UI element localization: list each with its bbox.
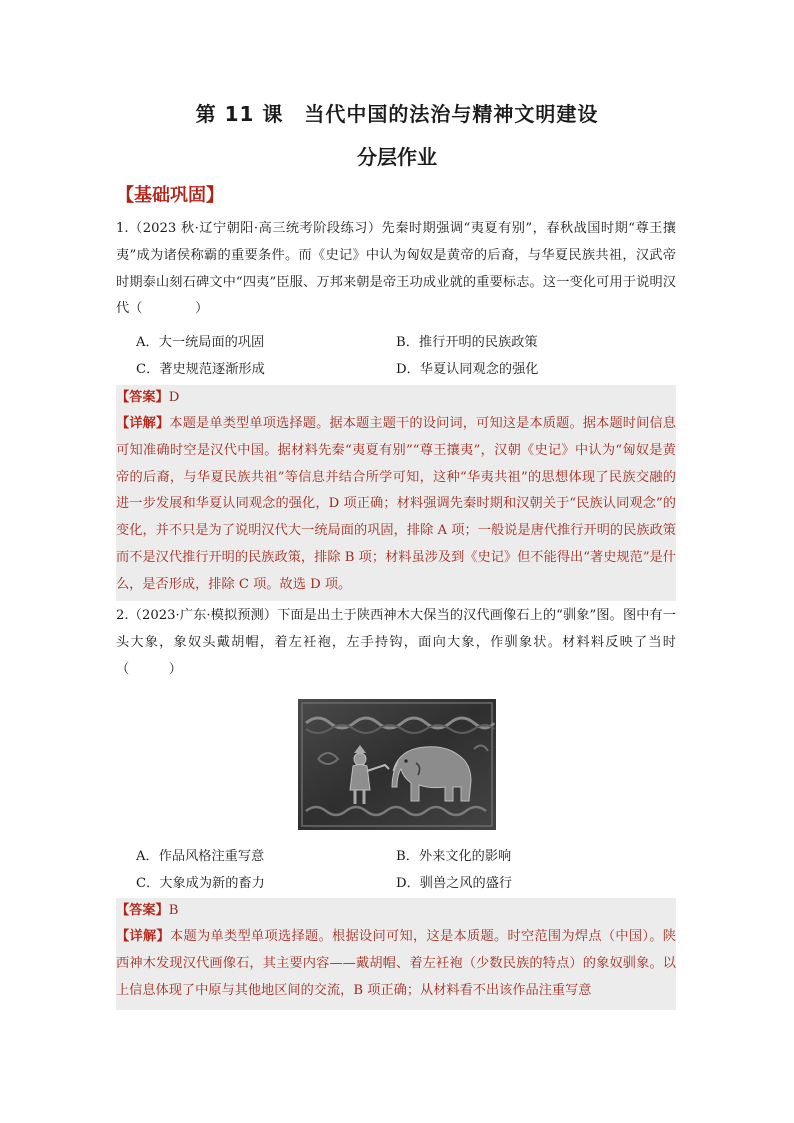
question-1-stem: 1.（2023 秋·辽宁朝阳·高三统考阶段练习）先秦时期强调“夷夏有别”，春秋战国时期“尊王攘夷”成为诸侯称霸的重要条件。而《史记》中认为匈奴是黄帝的后裔，与华夏民族共祖，汉武帝时期泰山刻石碑文中“四夷”臣服、万邦来朝是帝王功成业就的重要标志。这一变化可用于说明汉代（ ） [116, 221, 676, 317]
lesson-subtitle: 分层作业 [357, 145, 437, 169]
option-b: B．推行开明的民族政策 [396, 335, 538, 350]
stone-relief-image [298, 699, 496, 830]
answer-tag: 【答案】 [116, 390, 169, 405]
question-2-stem: 2.（2023·广东·模拟预测）下面是出土于陕西神木大保当的汉代画像石上的“驯象”图。图中有一头大象，象奴头戴胡帽，着左衽袍，左手持钩，面向大象，作驯象状。材料料反映了当时（ ） [116, 608, 676, 677]
detail-tag: 【详解】 [116, 929, 170, 944]
option-a: A．大一统局面的巩固 [136, 335, 265, 350]
option-b: B．外来文化的影响 [396, 849, 512, 864]
question-2-detail [116, 924, 676, 1010]
elephant-relief-illustration [298, 699, 496, 830]
section-heading: 【基础巩固】 [116, 185, 224, 206]
question-1-detail [116, 411, 676, 601]
option-d: D．驯兽之风的盛行 [396, 876, 513, 891]
answer-value: D [168, 390, 180, 405]
option-c: C．大象成为新的畜力 [136, 876, 265, 891]
question-2-options [136, 843, 696, 897]
option-d: D．华夏认同观念的强化 [396, 362, 539, 377]
detail-tag: 【详解】 [116, 416, 170, 431]
detail-text: 本题为单类型单项选择题。根据设问可知，这是本质题。时空范围为焊点（中国）。陕西神木发现汉代画像石，其主要内容——戴胡帽、着左衽袍（少数民族的特点）的象奴驯象。以上信息体现了中原与其他地区间的交流，B 项正确；从材料看不出该作品注重写意 [116, 929, 676, 998]
answer-value: B [168, 903, 179, 918]
answer-tag: 【答案】 [116, 903, 169, 918]
detail-text: 本题是单类型单项选择题。据本题主题干的设问词，可知这是本质题。据本题时间信息可知准确时空是汉代中国。据材料先秦“夷夏有别”“尊王攘夷”，汉朝《史记》中认为“匈奴是黄帝的后裔，与华夏民族共祖”等信息并结合所学可知，这种“华夷共祖”的思想体现了民族交融的进一步发展和华夏认同观念的强化，D 项正确；材料强调先秦时期和汉朝关于“民族认同观念”的变化，并不只是为了说明汉代大一统局面的巩固，排除 A 项；一般说是唐代推行开明的民族政策而不是汉代推行开明的民族政策，排除 B 项；材料虽涉及到《史记》但不能得出“著史规范”是什么，是否形成，排除 C 项。故选 D 项。 [116, 416, 677, 592]
question-1-options [136, 329, 696, 383]
option-c: C．著史规范逐渐形成 [136, 362, 265, 377]
question-1-answer [116, 385, 676, 411]
question-2-answer [116, 898, 676, 924]
option-a: A．作品风格注重写意 [136, 849, 265, 864]
lesson-title: 第 11 课 当代中国的法治与精神文明建设 [195, 102, 599, 126]
